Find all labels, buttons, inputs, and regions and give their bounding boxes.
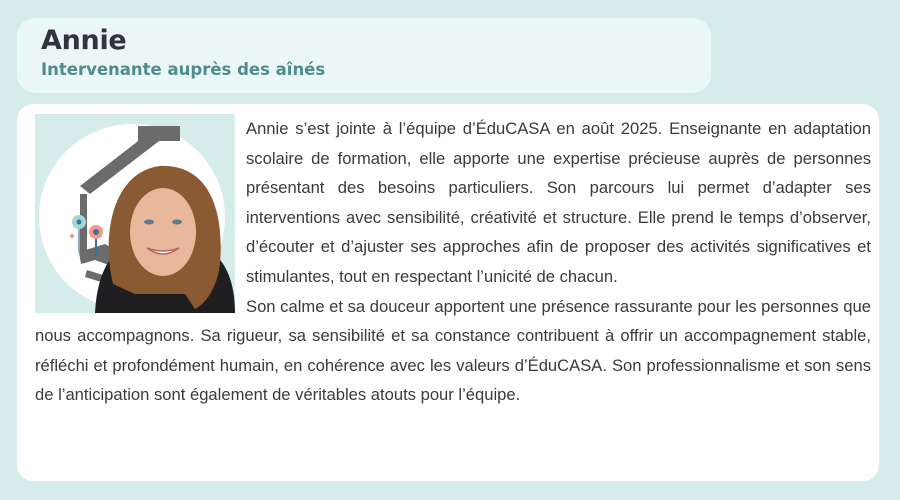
- profile-header-card: [17, 18, 711, 93]
- bio-content: [35, 114, 871, 410]
- bio-paragraph-1: Annie s’est jointe à l’équipe d’ÉduCASA en août 2025. Enseignante en adaptation scolaire de formation, elle apporte une expertise précieuse auprès de personnes présentant des besoins particuliers. Son parcours lui permet d’adapter ses interventions avec sensibilité, créativité et structure. Elle prend le temps d’observer, d’écouter et d’ajuster ses approches afin de proposer des activités significatives et stimulantes, tout en respectant l’unicité de chacun.: [246, 119, 871, 286]
- profile-role: Intervenante auprès des aînés: [41, 60, 326, 79]
- profile-photo: [35, 114, 235, 313]
- portrait-image: [35, 114, 235, 313]
- profile-bio-card: [17, 104, 879, 481]
- profile-name: Annie: [41, 25, 127, 56]
- bio-paragraph-2: Son calme et sa douceur apportent une présence rassurante pour les personnes que nous accompagnons. Sa rigueur, sa sensibilité et sa constance contribuent à offrir un accompagnement stable, réfléchi et profondément humain, en cohérence avec les valeurs d’ÉduCASA. Son professionnalisme et son sens de l’anticipation sont également de véritables atouts pour l’équipe.: [35, 296, 871, 405]
